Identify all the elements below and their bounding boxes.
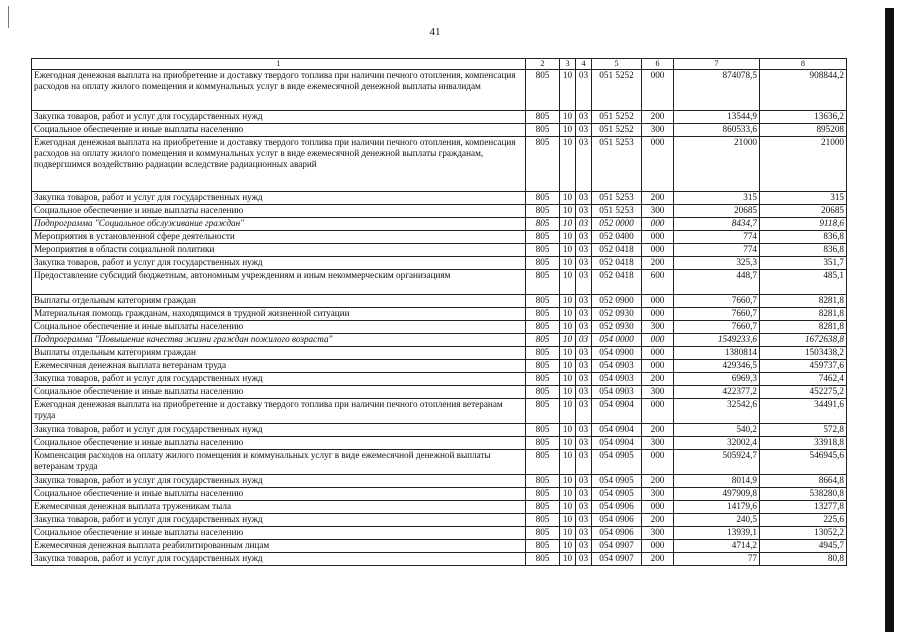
row-code-5: 054 0900 — [592, 347, 642, 360]
row-code-3: 10 — [560, 373, 576, 386]
table-row — [32, 450, 847, 475]
row-value-7: 13939,1 — [674, 527, 760, 540]
row-value-7: 32542,6 — [674, 399, 760, 424]
row-code-5: 051 5252 — [592, 70, 642, 111]
row-value-7: 1380814 — [674, 347, 760, 360]
row-code-2: 805 — [526, 321, 560, 334]
row-code-6: 200 — [642, 373, 674, 386]
row-code-2: 805 — [526, 124, 560, 137]
row-value-8: 13277,8 — [760, 501, 847, 514]
row-code-5: 051 5253 — [592, 192, 642, 205]
table-row — [32, 244, 847, 257]
row-value-8: 836,8 — [760, 244, 847, 257]
row-code-5: 051 5252 — [592, 124, 642, 137]
row-value-7: 14179,6 — [674, 501, 760, 514]
row-code-6: 200 — [642, 424, 674, 437]
row-value-8: 8281,8 — [760, 295, 847, 308]
row-code-3: 10 — [560, 437, 576, 450]
row-code-2: 805 — [526, 70, 560, 111]
row-code-3: 10 — [560, 334, 576, 347]
row-code-2: 805 — [526, 218, 560, 231]
row-code-5: 052 0400 — [592, 231, 642, 244]
row-code-5: 054 0903 — [592, 373, 642, 386]
row-code-3: 10 — [560, 244, 576, 257]
table-row — [32, 501, 847, 514]
row-name: Закупка товаров, работ и услуг для государственных нужд — [32, 424, 526, 437]
row-code-3: 10 — [560, 450, 576, 475]
row-name: Мероприятия в установленной сфере деятельности — [32, 231, 526, 244]
row-value-7: 429346,5 — [674, 360, 760, 373]
row-code-3: 10 — [560, 124, 576, 137]
row-value-8: 1503438,2 — [760, 347, 847, 360]
row-name: Закупка товаров, работ и услуг для государственных нужд — [32, 475, 526, 488]
row-name: Ежегодная денежная выплата на приобретение и доставку твердого топлива при наличии печного отопления, компенсация расходов на оплату жилого помещения и коммунальных услуг в виде ежемесячной денежной выплаты инвалидам — [32, 70, 526, 111]
row-code-4: 03 — [576, 205, 592, 218]
row-value-8: 485,1 — [760, 270, 847, 295]
row-code-5: 054 0904 — [592, 399, 642, 424]
row-code-5: 054 0903 — [592, 386, 642, 399]
row-value-7: 422377,2 — [674, 386, 760, 399]
row-value-7: 315 — [674, 192, 760, 205]
row-code-2: 805 — [526, 308, 560, 321]
table-row — [32, 347, 847, 360]
row-value-7: 860533,6 — [674, 124, 760, 137]
column-header: 8 — [760, 59, 847, 70]
row-code-6: 200 — [642, 257, 674, 270]
row-code-4: 03 — [576, 321, 592, 334]
row-code-5: 052 0930 — [592, 308, 642, 321]
row-name: Ежемесячная денежная выплата ветеранам труда — [32, 360, 526, 373]
row-code-2: 805 — [526, 205, 560, 218]
table-row — [32, 295, 847, 308]
row-code-3: 10 — [560, 192, 576, 205]
table-row — [32, 360, 847, 373]
row-code-4: 03 — [576, 295, 592, 308]
row-code-6: 000 — [642, 360, 674, 373]
row-value-8: 546945,6 — [760, 450, 847, 475]
row-code-2: 805 — [526, 475, 560, 488]
row-code-4: 03 — [576, 231, 592, 244]
row-code-6: 200 — [642, 475, 674, 488]
row-code-3: 10 — [560, 553, 576, 566]
row-value-7: 8434,7 — [674, 218, 760, 231]
row-code-6: 000 — [642, 295, 674, 308]
table-row — [32, 308, 847, 321]
row-code-4: 03 — [576, 111, 592, 124]
row-code-2: 805 — [526, 270, 560, 295]
row-name: Ежегодная денежная выплата на приобретение и доставку твердого топлива при наличии печного отопления, компенсация расходов на оплату жилого помещения и коммунальных услуг в виде ежемесячной денежной выплаты гражданам, подвергшимся воздействию радиации вследствие радиационных аварий — [32, 137, 526, 192]
row-value-8: 4945,7 — [760, 540, 847, 553]
row-value-7: 874078,5 — [674, 70, 760, 111]
row-code-6: 000 — [642, 347, 674, 360]
row-value-7: 21000 — [674, 137, 760, 192]
row-code-3: 10 — [560, 111, 576, 124]
row-value-8: 21000 — [760, 137, 847, 192]
row-code-2: 805 — [526, 386, 560, 399]
table-row — [32, 124, 847, 137]
row-name: Закупка товаров, работ и услуг для государственных нужд — [32, 192, 526, 205]
table-row — [32, 270, 847, 295]
table-row — [32, 540, 847, 553]
row-code-4: 03 — [576, 553, 592, 566]
row-code-5: 054 0906 — [592, 527, 642, 540]
row-value-8: 836,8 — [760, 231, 847, 244]
row-value-7: 774 — [674, 244, 760, 257]
row-code-4: 03 — [576, 124, 592, 137]
row-code-2: 805 — [526, 488, 560, 501]
table-row — [32, 488, 847, 501]
row-value-8: 452275,2 — [760, 386, 847, 399]
row-code-4: 03 — [576, 347, 592, 360]
table-row — [32, 475, 847, 488]
row-value-8: 538280,8 — [760, 488, 847, 501]
row-name: Ежегодная денежная выплата на приобретение и доставку твердого топлива при наличии печного отопления ветеранам труда — [32, 399, 526, 424]
row-name: Закупка товаров, работ и услуг для государственных нужд — [32, 111, 526, 124]
row-code-3: 10 — [560, 70, 576, 111]
row-code-6: 300 — [642, 124, 674, 137]
row-code-2: 805 — [526, 360, 560, 373]
row-name: Закупка товаров, работ и услуг для государственных нужд — [32, 373, 526, 386]
row-code-3: 10 — [560, 386, 576, 399]
table-row — [32, 437, 847, 450]
row-code-4: 03 — [576, 257, 592, 270]
column-header: 6 — [642, 59, 674, 70]
table-row — [32, 70, 847, 111]
row-value-7: 13544,9 — [674, 111, 760, 124]
row-code-2: 805 — [526, 527, 560, 540]
row-value-7: 6969,3 — [674, 373, 760, 386]
row-code-5: 054 0906 — [592, 514, 642, 527]
row-code-6: 000 — [642, 244, 674, 257]
row-name: Закупка товаров, работ и услуг для государственных нужд — [32, 553, 526, 566]
row-value-8: 33918,8 — [760, 437, 847, 450]
table-row — [32, 257, 847, 270]
row-code-4: 03 — [576, 450, 592, 475]
row-code-2: 805 — [526, 257, 560, 270]
row-code-6: 600 — [642, 270, 674, 295]
row-value-8: 895208 — [760, 124, 847, 137]
row-value-8: 20685 — [760, 205, 847, 218]
row-code-6: 200 — [642, 111, 674, 124]
row-code-5: 051 5253 — [592, 205, 642, 218]
row-code-4: 03 — [576, 386, 592, 399]
row-code-2: 805 — [526, 373, 560, 386]
row-value-8: 13636,2 — [760, 111, 847, 124]
row-code-4: 03 — [576, 399, 592, 424]
row-value-8: 225,6 — [760, 514, 847, 527]
row-code-2: 805 — [526, 437, 560, 450]
row-value-7: 7660,7 — [674, 295, 760, 308]
row-value-7: 1549233,6 — [674, 334, 760, 347]
row-value-7: 448,7 — [674, 270, 760, 295]
row-code-5: 052 0930 — [592, 321, 642, 334]
table-row — [32, 399, 847, 424]
row-code-5: 051 5253 — [592, 137, 642, 192]
row-code-4: 03 — [576, 527, 592, 540]
table-row — [32, 527, 847, 540]
row-value-7: 540,2 — [674, 424, 760, 437]
row-value-8: 8281,8 — [760, 321, 847, 334]
row-name: Компенсация расходов на оплату жилого помещения и коммунальных услуг в виде ежемесячной денежной выплаты ветеранам труда — [32, 450, 526, 475]
row-code-3: 10 — [560, 295, 576, 308]
row-value-7: 774 — [674, 231, 760, 244]
row-code-3: 10 — [560, 137, 576, 192]
table-row — [32, 553, 847, 566]
page-edge-line — [8, 6, 9, 28]
row-code-6: 300 — [642, 527, 674, 540]
row-name: Закупка товаров, работ и услуг для государственных нужд — [32, 514, 526, 527]
row-name: Материальная помощь гражданам, находящимся в трудной жизненной ситуации — [32, 308, 526, 321]
row-name: Выплаты отдельным категориям граждан — [32, 295, 526, 308]
row-code-4: 03 — [576, 270, 592, 295]
row-code-5: 054 0903 — [592, 360, 642, 373]
row-code-4: 03 — [576, 475, 592, 488]
row-value-8: 351,7 — [760, 257, 847, 270]
row-code-5: 054 0905 — [592, 488, 642, 501]
row-code-5: 054 0907 — [592, 553, 642, 566]
row-code-2: 805 — [526, 111, 560, 124]
row-code-6: 000 — [642, 399, 674, 424]
row-code-6: 000 — [642, 540, 674, 553]
table-row — [32, 373, 847, 386]
column-header: 5 — [592, 59, 642, 70]
row-code-5: 052 0418 — [592, 270, 642, 295]
row-value-7: 32002,4 — [674, 437, 760, 450]
row-name: Предоставление субсидий бюджетным, автономным учреждениям и иным некоммерческим организациям — [32, 270, 526, 295]
row-value-8: 315 — [760, 192, 847, 205]
row-code-3: 10 — [560, 360, 576, 373]
column-header: 7 — [674, 59, 760, 70]
row-code-3: 10 — [560, 231, 576, 244]
row-code-3: 10 — [560, 501, 576, 514]
row-code-6: 300 — [642, 437, 674, 450]
row-value-8: 80,8 — [760, 553, 847, 566]
row-code-4: 03 — [576, 244, 592, 257]
page-number: 41 — [429, 26, 441, 38]
row-code-4: 03 — [576, 218, 592, 231]
row-code-5: 054 0907 — [592, 540, 642, 553]
row-name: Ежемесячная денежная выплата труженикам тыла — [32, 501, 526, 514]
row-code-3: 10 — [560, 270, 576, 295]
row-value-8: 908844,2 — [760, 70, 847, 111]
row-value-7: 8014,9 — [674, 475, 760, 488]
row-code-2: 805 — [526, 137, 560, 192]
table-row — [32, 386, 847, 399]
row-value-7: 20685 — [674, 205, 760, 218]
row-name: Социальное обеспечение и иные выплаты населению — [32, 124, 526, 137]
row-value-8: 1672638,8 — [760, 334, 847, 347]
row-code-4: 03 — [576, 308, 592, 321]
row-code-4: 03 — [576, 488, 592, 501]
row-code-4: 03 — [576, 501, 592, 514]
row-code-5: 052 0418 — [592, 244, 642, 257]
row-value-8: 459737,6 — [760, 360, 847, 373]
row-code-4: 03 — [576, 334, 592, 347]
row-name: Социальное обеспечение и иные выплаты населению — [32, 488, 526, 501]
row-code-6: 000 — [642, 218, 674, 231]
row-value-8: 13052,2 — [760, 527, 847, 540]
row-name: Социальное обеспечение и иные выплаты населению — [32, 321, 526, 334]
row-code-2: 805 — [526, 553, 560, 566]
row-code-3: 10 — [560, 257, 576, 270]
row-code-3: 10 — [560, 527, 576, 540]
row-code-5: 054 0906 — [592, 501, 642, 514]
row-name: Социальное обеспечение и иные выплаты населению — [32, 386, 526, 399]
row-code-4: 03 — [576, 424, 592, 437]
row-code-2: 805 — [526, 501, 560, 514]
row-code-6: 000 — [642, 501, 674, 514]
scan-border-bar — [885, 8, 894, 632]
row-code-6: 300 — [642, 386, 674, 399]
row-value-8: 572,8 — [760, 424, 847, 437]
row-code-6: 300 — [642, 205, 674, 218]
table-row — [32, 424, 847, 437]
row-code-5: 054 0905 — [592, 475, 642, 488]
row-code-5: 054 0904 — [592, 437, 642, 450]
row-code-2: 805 — [526, 424, 560, 437]
row-code-6: 300 — [642, 321, 674, 334]
row-value-8: 7462,4 — [760, 373, 847, 386]
row-code-3: 10 — [560, 540, 576, 553]
row-code-2: 805 — [526, 450, 560, 475]
table-row — [32, 321, 847, 334]
table-row — [32, 231, 847, 244]
column-header: 2 — [526, 59, 560, 70]
row-name: Закупка товаров, работ и услуг для государственных нужд — [32, 257, 526, 270]
row-code-6: 200 — [642, 514, 674, 527]
row-code-6: 000 — [642, 450, 674, 475]
row-value-8: 34491,6 — [760, 399, 847, 424]
row-name: Подпрограмма "Социальное обслуживание граждан" — [32, 218, 526, 231]
row-code-3: 10 — [560, 514, 576, 527]
row-value-8: 8281,8 — [760, 308, 847, 321]
row-value-7: 240,5 — [674, 514, 760, 527]
row-value-7: 7660,7 — [674, 308, 760, 321]
row-code-3: 10 — [560, 475, 576, 488]
row-value-8: 9118,6 — [760, 218, 847, 231]
row-code-6: 000 — [642, 137, 674, 192]
row-code-2: 805 — [526, 192, 560, 205]
column-header: 4 — [576, 59, 592, 70]
row-name: Социальное обеспечение и иные выплаты населению — [32, 205, 526, 218]
row-code-3: 10 — [560, 488, 576, 501]
row-value-7: 77 — [674, 553, 760, 566]
row-code-3: 10 — [560, 399, 576, 424]
row-code-3: 10 — [560, 205, 576, 218]
row-code-5: 052 0000 — [592, 218, 642, 231]
table-row — [32, 137, 847, 192]
table-row — [32, 205, 847, 218]
row-code-4: 03 — [576, 70, 592, 111]
column-header: 3 — [560, 59, 576, 70]
row-code-2: 805 — [526, 347, 560, 360]
row-value-8: 8664,8 — [760, 475, 847, 488]
row-code-5: 054 0905 — [592, 450, 642, 475]
row-code-5: 052 0900 — [592, 295, 642, 308]
row-name: Подпрограмма "Повышение качества жизни граждан пожилого возраста" — [32, 334, 526, 347]
row-code-4: 03 — [576, 192, 592, 205]
row-value-7: 505924,7 — [674, 450, 760, 475]
row-code-2: 805 — [526, 244, 560, 257]
row-code-6: 200 — [642, 192, 674, 205]
row-value-7: 325,3 — [674, 257, 760, 270]
row-code-2: 805 — [526, 514, 560, 527]
row-name: Социальное обеспечение и иные выплаты населению — [32, 437, 526, 450]
row-code-4: 03 — [576, 360, 592, 373]
row-code-6: 000 — [642, 308, 674, 321]
row-code-2: 805 — [526, 540, 560, 553]
column-header: 1 — [32, 59, 526, 70]
row-code-2: 805 — [526, 295, 560, 308]
row-code-2: 805 — [526, 399, 560, 424]
row-code-6: 300 — [642, 488, 674, 501]
row-name: Мероприятия в области социальной политики — [32, 244, 526, 257]
row-code-3: 10 — [560, 218, 576, 231]
row-code-4: 03 — [576, 137, 592, 192]
row-code-6: 000 — [642, 231, 674, 244]
row-value-7: 497909,8 — [674, 488, 760, 501]
table-body — [32, 70, 847, 566]
table-row — [32, 192, 847, 205]
table-row — [32, 514, 847, 527]
budget-table — [31, 58, 847, 566]
row-code-3: 10 — [560, 321, 576, 334]
row-code-4: 03 — [576, 540, 592, 553]
row-name: Ежемесячная денежная выплата реабилитированным лицам — [32, 540, 526, 553]
row-code-5: 051 5252 — [592, 111, 642, 124]
row-code-6: 000 — [642, 70, 674, 111]
row-code-3: 10 — [560, 347, 576, 360]
row-value-7: 4714,2 — [674, 540, 760, 553]
row-code-4: 03 — [576, 437, 592, 450]
row-name: Социальное обеспечение и иные выплаты населению — [32, 527, 526, 540]
header-row — [32, 59, 847, 70]
row-code-5: 052 0418 — [592, 257, 642, 270]
row-code-2: 805 — [526, 334, 560, 347]
row-code-5: 054 0000 — [592, 334, 642, 347]
row-code-5: 054 0904 — [592, 424, 642, 437]
row-code-4: 03 — [576, 514, 592, 527]
table-row — [32, 334, 847, 347]
table-row — [32, 111, 847, 124]
row-code-3: 10 — [560, 424, 576, 437]
table-row — [32, 218, 847, 231]
row-code-2: 805 — [526, 231, 560, 244]
row-name: Выплаты отдельным категориям граждан — [32, 347, 526, 360]
row-code-4: 03 — [576, 373, 592, 386]
row-code-6: 000 — [642, 334, 674, 347]
row-code-3: 10 — [560, 308, 576, 321]
row-value-7: 7660,7 — [674, 321, 760, 334]
row-code-6: 200 — [642, 553, 674, 566]
